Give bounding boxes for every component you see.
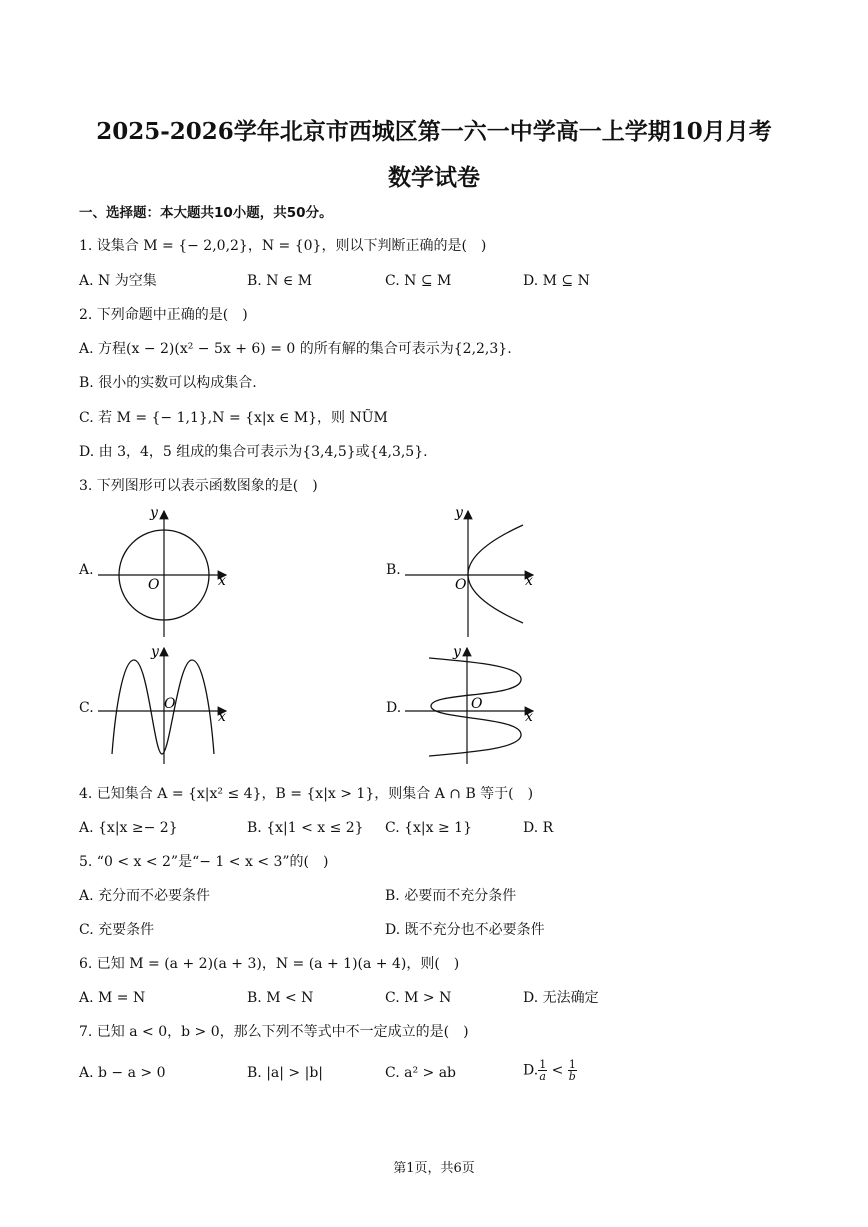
- less-than-sign: <: [551, 1062, 564, 1079]
- x-axis-label: x: [218, 709, 226, 725]
- graph-a-circle: [98, 505, 238, 640]
- parabola-curve: [468, 525, 523, 623]
- graph-d-sideways-wave: [405, 642, 545, 767]
- q1-option-b: B. N ∈ M: [247, 273, 313, 289]
- q4-option-c: C. {x|x ≥ 1}: [385, 820, 472, 836]
- fraction-denominator: a: [539, 1070, 546, 1083]
- section-heading: 一、选择题：本大题共10小题，共50分。: [79, 205, 333, 221]
- origin-label: O: [164, 696, 176, 712]
- q6-stem: 6. 已知 M = (a + 2)(a + 3)，N = (a + 1)(a + 4)，则( ): [79, 956, 460, 972]
- y-axis-label: y: [453, 644, 461, 660]
- x-axis-label: x: [525, 709, 533, 725]
- q6-option-a: A. M = N: [79, 990, 146, 1006]
- q2-option-d: D. 由 3，4，5 组成的集合可表示为{3,4,5}或{4,3,5}.: [79, 444, 428, 460]
- origin-label: O: [455, 577, 467, 593]
- q3-label-c: C.: [79, 700, 94, 716]
- q1-stem: 1. 设集合 M = {− 2,0,2}，N = {0}，则以下判断正确的是( ): [79, 238, 487, 254]
- q7-option-d-label: D.: [523, 1062, 539, 1079]
- q7-option-d: [523, 1059, 577, 1082]
- q1-option-c: C. N ⊆ M: [385, 273, 452, 289]
- graph-c-wave: [98, 642, 238, 767]
- q2-stem: 2. 下列命题中正确的是( ): [79, 307, 248, 323]
- q6-option-c: C. M > N: [385, 990, 452, 1006]
- y-axis-label: y: [151, 644, 159, 660]
- q7-option-c: C. a² > ab: [385, 1065, 457, 1081]
- q3-label-d: D.: [386, 700, 402, 716]
- origin-label: O: [148, 577, 160, 593]
- q1-option-d: D. M ⊆ N: [523, 273, 590, 289]
- q4-stem: 4. 已知集合 A = {x|x² ≤ 4}，B = {x|x > 1}，则集合 A ∩ B 等于( ): [79, 786, 534, 802]
- q6-option-d: D. 无法确定: [523, 990, 599, 1006]
- q3-label-b: B.: [386, 562, 401, 578]
- q1-option-a: A. N 为空集: [79, 273, 157, 289]
- fraction-1-over-a: [538, 1059, 547, 1082]
- q5-option-c: C. 充要条件: [79, 922, 155, 938]
- q3-label-a: A.: [79, 562, 94, 578]
- y-axis-label: y: [150, 505, 158, 521]
- q7-stem: 7. 已知 a < 0，b > 0，那么下列不等式中不一定成立的是( ): [79, 1024, 469, 1040]
- q7-option-a: A. b − a > 0: [79, 1065, 166, 1081]
- q3-stem: 3. 下列图形可以表示函数图象的是( ): [79, 478, 318, 494]
- q6-option-b: B. M < N: [247, 990, 314, 1006]
- x-axis-label: x: [218, 573, 226, 589]
- fraction-1-over-b: [568, 1059, 577, 1082]
- q4-option-d: D. R: [523, 820, 554, 836]
- y-axis-label: y: [455, 505, 463, 521]
- q7-option-b: B. |a| > |b|: [247, 1065, 323, 1081]
- exam-subtitle: 数学试卷: [388, 164, 480, 191]
- x-axis-label: x: [525, 573, 533, 589]
- q2-option-c: C. 若 M = {− 1,1},N = {x|x ∈ M}，则 NŨM: [79, 410, 388, 426]
- fraction-numerator: 1: [568, 1058, 576, 1071]
- q5-option-d: D. 既不充分也不必要条件: [385, 922, 545, 938]
- page-footer: 第1页，共6页: [393, 1161, 475, 1176]
- q5-stem: 5. “0 < x < 2”是“− 1 < x < 3”的( ): [79, 854, 329, 870]
- exam-title: 2025-2026学年北京市西城区第一六一中学高一上学期10月月考: [96, 118, 772, 145]
- q4-option-b: B. {x|1 < x ≤ 2}: [247, 820, 364, 836]
- q2-option-b: B. 很小的实数可以构成集合.: [79, 375, 257, 391]
- q5-option-a: A. 充分而不必要条件: [79, 888, 211, 904]
- origin-label: O: [471, 696, 483, 712]
- graph-b-parabola: [405, 505, 545, 640]
- fraction-numerator: 1: [539, 1058, 547, 1071]
- fraction-denominator: b: [568, 1070, 576, 1083]
- q4-option-a: A. {x|x ≥− 2}: [79, 820, 178, 836]
- q5-option-b: B. 必要而不充分条件: [385, 888, 517, 904]
- wave-curve: [112, 660, 214, 754]
- q2-option-a: A. 方程(x − 2)(x² − 5x + 6) = 0 的所有解的集合可表示为{2,2,3}.: [79, 341, 512, 357]
